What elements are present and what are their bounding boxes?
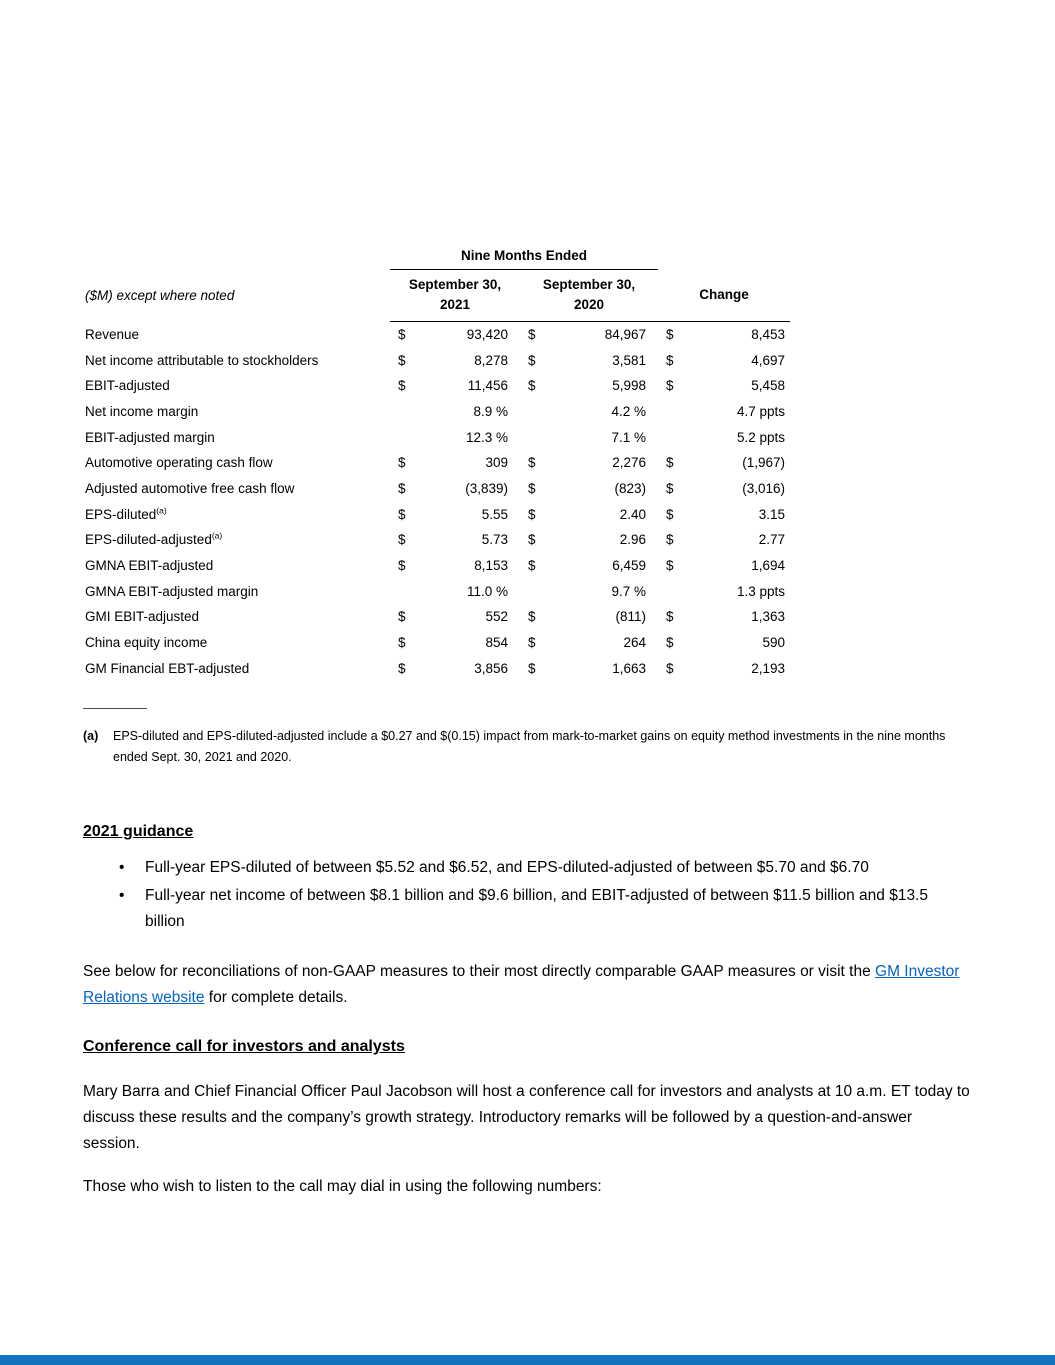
cell-value: 2,276 <box>612 455 646 471</box>
cell-value: 552 <box>485 609 508 625</box>
cell-value: 5.2 ppts <box>736 429 785 445</box>
currency-symbol: $ <box>398 327 406 343</box>
row-label: Net income margin <box>85 403 199 419</box>
cell-value: 1.3 ppts <box>736 583 785 599</box>
footnote-reference: (a) <box>156 505 167 516</box>
table-row <box>83 476 790 502</box>
cell-value: 4.2 % <box>611 403 646 419</box>
cell-value: 1,663 <box>612 660 646 676</box>
column-header-line2: 2021 <box>439 297 471 312</box>
bullet-text: Full-year EPS-diluted of between $5.52 and $6.52, and EPS-diluted-adjusted of between $5.70 and $6.70 <box>145 859 869 877</box>
cell-value: 8.9 % <box>473 403 508 419</box>
cell-value: 5.73 <box>481 532 508 548</box>
cell-value: 5,998 <box>612 378 646 394</box>
currency-symbol: $ <box>666 532 674 548</box>
cell-value: 1,363 <box>751 609 785 625</box>
row-label: EPS-diluted$^{(a)}$ <box>85 505 167 522</box>
investor-relations-link[interactable]: GM Investor Relations website <box>83 963 960 1007</box>
cell-value: 3,581 <box>612 352 646 368</box>
column-header-change: Change <box>658 270 790 322</box>
cell-value: 4,697 <box>751 352 785 368</box>
empty-header-cell <box>83 246 390 270</box>
table-row <box>83 527 790 553</box>
row-label: GMI EBIT-adjusted <box>85 609 200 625</box>
currency-symbol: $ <box>528 480 536 496</box>
table-row <box>83 655 790 681</box>
empty-header-cell <box>658 246 790 270</box>
cell-value: 93,420 <box>466 327 508 343</box>
currency-symbol <box>658 399 682 425</box>
table-row <box>83 399 790 425</box>
table-row <box>83 630 790 656</box>
column-header-line2: 2020 <box>573 297 605 312</box>
footnote-text: EPS-diluted and EPS-diluted-adjusted include a $0.27 and $(0.15) impact from mark-to-market gains on equity method investments in the nine months ended Sept. 30, 2021 and 2020. <box>113 729 946 765</box>
list-item <box>83 883 973 935</box>
cell-value: 3.15 <box>758 506 785 522</box>
cell-value: 11.0 % <box>466 583 508 599</box>
currency-symbol: $ <box>666 558 674 574</box>
table-row <box>83 604 790 630</box>
table-group-header-row <box>83 246 790 270</box>
currency-symbol: $ <box>398 660 406 676</box>
currency-symbol: $ <box>528 352 536 368</box>
currency-symbol: $ <box>528 558 536 574</box>
column-header-line1: September 30, <box>542 277 636 292</box>
cell-value: 5.55 <box>481 506 508 522</box>
cell-value: 2.77 <box>758 532 785 548</box>
currency-symbol <box>520 578 548 604</box>
row-label: GM Financial EBT-adjusted <box>85 660 250 676</box>
cell-value: 854 <box>485 635 508 651</box>
currency-symbol <box>658 578 682 604</box>
row-label: Net income attributable to stockholders <box>85 352 319 368</box>
cell-value: 2,193 <box>751 660 785 676</box>
dial-in-paragraph: Those who wish to listen to the call may dial in using the following numbers: <box>83 1178 602 1196</box>
cell-value: 7.1 % <box>611 429 646 445</box>
currency-symbol: $ <box>666 327 674 343</box>
cell-value: 4.7 ppts <box>736 403 785 419</box>
currency-symbol <box>390 578 412 604</box>
conference-paragraph: Mary Barra and Chief Financial Officer Paul Jacobson will host a conference call for investors and analysts at 10 a.m. ET today to discuss these results and the company’s growth strategy. Introductory remarks will be followed by a question-and-answer session. <box>83 1083 970 1153</box>
currency-symbol: $ <box>666 455 674 471</box>
guidance-bullet-list <box>83 855 973 935</box>
currency-symbol: $ <box>398 558 406 574</box>
table-row <box>83 373 790 399</box>
currency-symbol <box>390 424 412 450</box>
currency-symbol: $ <box>666 352 674 368</box>
cell-value: 264 <box>623 635 646 651</box>
currency-symbol: $ <box>666 480 674 496</box>
guidance-heading: 2021 guidance <box>83 823 194 841</box>
table-row <box>83 501 790 527</box>
cell-value: (823) <box>614 480 646 496</box>
column-header-line1: September 30, <box>408 277 502 292</box>
table-header-row <box>83 270 790 322</box>
cell-value: 1,694 <box>751 558 785 574</box>
currency-symbol: $ <box>528 455 536 471</box>
currency-symbol: $ <box>528 532 536 548</box>
cell-value: 590 <box>762 635 785 651</box>
reconciliation-paragraph <box>83 959 973 1011</box>
table-row <box>83 347 790 373</box>
cell-value: 11,456 <box>467 378 508 394</box>
table-row <box>83 424 790 450</box>
financial-summary-table <box>83 246 790 681</box>
footnote-divider <box>83 708 147 709</box>
cell-value: 2.40 <box>619 506 646 522</box>
currency-symbol: $ <box>398 609 406 625</box>
footnote <box>83 726 973 768</box>
currency-symbol: $ <box>666 506 674 522</box>
cell-value: 309 <box>485 455 508 471</box>
bullet-icon: • <box>119 887 125 905</box>
currency-symbol: $ <box>666 378 674 394</box>
currency-symbol: $ <box>398 352 406 368</box>
cell-value: 9.7 % <box>611 583 646 599</box>
group-header: Nine Months Ended <box>390 246 658 270</box>
currency-symbol <box>520 424 548 450</box>
currency-symbol <box>658 424 682 450</box>
conference-heading: Conference call for investors and analysts <box>83 1038 405 1056</box>
bullet-text: Full-year net income of between $8.1 billion and $9.6 billion, and EBIT-adjusted of between $11.5 billion and $13.5 billion <box>145 887 928 931</box>
cell-value: 2.96 <box>619 532 646 548</box>
cell-value: 5,458 <box>751 378 785 394</box>
cell-value: (811) <box>615 609 646 625</box>
cell-value: (3,016) <box>742 480 785 496</box>
table-row <box>83 322 790 348</box>
row-label: Adjusted automotive free cash flow <box>85 480 295 496</box>
cell-value: (3,839) <box>465 480 508 496</box>
currency-symbol: $ <box>528 327 536 343</box>
list-item <box>83 855 973 881</box>
paragraph-text: for complete details. <box>204 989 348 1007</box>
column-header-sep-2021 <box>390 270 520 322</box>
cell-value: 8,453 <box>751 327 785 343</box>
row-label: EPS-diluted-adjusted$^{(a)}$ <box>85 530 223 548</box>
cell-value: 8,278 <box>474 352 508 368</box>
row-label: Automotive operating cash flow <box>85 455 273 471</box>
row-label: GMNA EBIT-adjusted margin <box>85 583 259 599</box>
table-row <box>83 553 790 579</box>
footer-accent-bar <box>0 1355 1055 1365</box>
currency-symbol: $ <box>528 609 536 625</box>
table-row <box>83 450 790 476</box>
footnote-reference: (a) <box>211 530 223 541</box>
cell-value: 6,459 <box>612 558 646 574</box>
cell-value: 3,856 <box>474 660 508 676</box>
row-label: GMNA EBIT-adjusted <box>85 558 214 574</box>
column-header-sep-2020 <box>520 270 658 322</box>
row-label: China equity income <box>85 635 208 651</box>
row-label: Revenue <box>85 326 140 342</box>
footnote-marker: (a) <box>83 729 99 744</box>
cell-value: 84,967 <box>604 327 646 343</box>
bullet-icon: • <box>119 859 125 877</box>
row-label: EBIT-adjusted <box>85 378 170 394</box>
currency-symbol: $ <box>528 378 536 394</box>
cell-value: 8,153 <box>474 558 508 574</box>
currency-symbol: $ <box>528 506 536 522</box>
currency-symbol: $ <box>528 660 536 676</box>
currency-symbol: $ <box>398 635 406 651</box>
unit-note: ($M) except where noted <box>85 288 235 303</box>
currency-symbol: $ <box>666 660 674 676</box>
currency-symbol: $ <box>528 635 536 651</box>
currency-symbol <box>390 399 412 425</box>
currency-symbol: $ <box>398 455 406 471</box>
cell-value: (1,967) <box>742 455 785 471</box>
currency-symbol: $ <box>398 480 406 496</box>
currency-symbol: $ <box>398 378 406 394</box>
currency-symbol <box>520 399 548 425</box>
row-label: EBIT-adjusted margin <box>85 429 215 445</box>
currency-symbol: $ <box>666 635 674 651</box>
cell-value: 12.3 % <box>465 429 508 445</box>
table-row <box>83 578 790 604</box>
currency-symbol: $ <box>398 506 406 522</box>
currency-symbol: $ <box>398 532 406 548</box>
currency-symbol: $ <box>666 609 674 625</box>
paragraph-text: See below for reconciliations of non-GAAP measures to their most directly comparable GAAP measures or visit the <box>83 963 876 981</box>
